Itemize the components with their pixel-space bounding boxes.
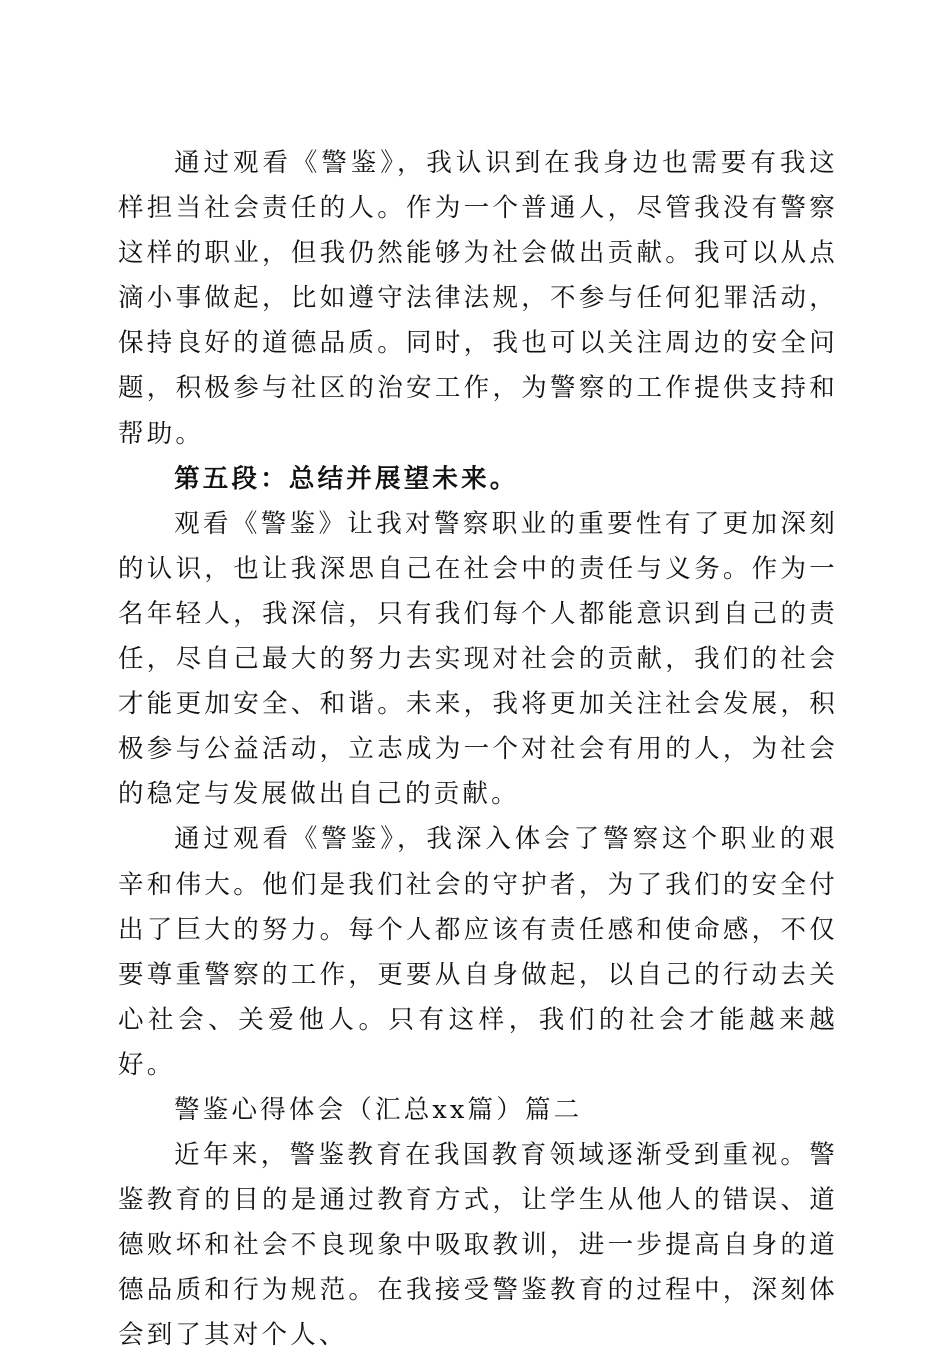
document-body xyxy=(118,141,838,1359)
paragraph-4: 近年来，警鉴教育在我国教育领域逐渐受到重视。警鉴教育的目的是通过教育方式，让学生从他人的错误、道德败坏和社会不良现象中吸取教训，进一步提高自身的道德品质和行为规范。在我接受警鉴教育的过程中，深刻体会到了其对个人、 xyxy=(118,1140,838,1351)
article-subtitle: 警鉴心得体会（汇总xx篇）篇二 xyxy=(174,1094,583,1125)
paragraph-3: 通过观看《警鉴》，我深入体会了警察这个职业的艰辛和伟大。他们是我们社会的守护者，为了我们的安全付出了巨大的努力。每个人都应该有责任感和使命感，不仅要尊重警察的工作，更要从自身做起，以自己的行动去关心社会、关爱他人。只有这样，我们的社会才能越来越好。 xyxy=(118,824,838,1080)
paragraph-1: 通过观看《警鉴》，我认识到在我身边也需要有我这样担当社会责任的人。作为一个普通人，尽管我没有警察这样的职业，但我仍然能够为社会做出贡献。我可以从点滴小事做起，比如遵守法律法规，不参与任何犯罪活动，保持良好的道德品质。同时，我也可以关注周边的安全问题，积极参与社区的治安工作，为警察的工作提供支持和帮助。 xyxy=(118,148,838,449)
paragraph-2: 观看《警鉴》让我对警察职业的重要性有了更加深刻的认识，也让我深思自己在社会中的责任与义务。作为一名年轻人，我深信，只有我们每个人都能意识到自己的责任，尽自己最大的努力去实现对社会的贡献，我们的社会才能更加安全、和谐。未来，我将更加关注社会发展，积极参与公益活动，立志成为一个对社会有用的人，为社会的稳定与发展做出自己的贡献。 xyxy=(118,508,838,810)
section-heading: 第五段：总结并展望未来。 xyxy=(174,463,519,494)
